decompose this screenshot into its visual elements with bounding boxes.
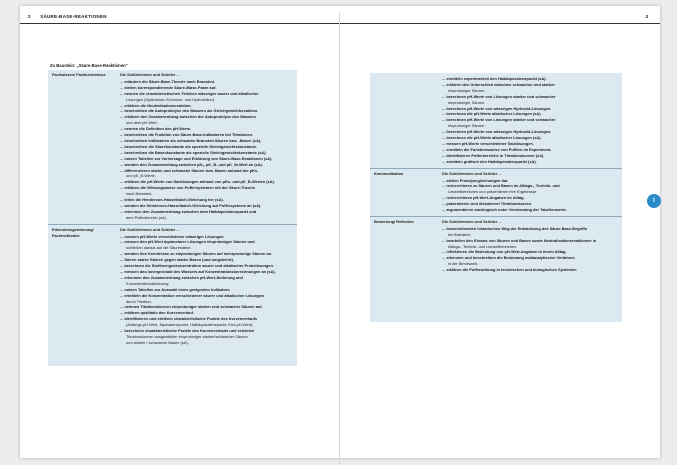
row-category: Kommunikation — [374, 170, 404, 176]
list-item: ... recherchieren zu Säuren und Basen im Alltags-, Technik- und — [442, 183, 618, 189]
list-item: ... ermitteln grafisch den Halbäquivalenzpunkt (sA). — [442, 159, 618, 165]
list-item: ... berechnen die pH-Werte alkalischer Lösungen (sA). — [442, 135, 618, 141]
list-item: einprotoniger Säuren. — [448, 87, 486, 93]
list-item: ... beschreiben Indikatoren als schwache Brønsted-Säuren bzw. -Basen (sA). — [120, 138, 293, 144]
section-label: Zu Baustein: „Säure-Base-Reaktionen“ — [50, 63, 128, 68]
competency-table-right — [370, 73, 622, 322]
list-item: dem Pufferbereich (sA). — [126, 214, 168, 220]
row-content — [120, 70, 297, 224]
list-item: ... messen pH-Werte verschiedener wässriger Lösungen. — [120, 234, 293, 240]
list-item: und pK_B-Werte. — [126, 173, 156, 179]
list-item: Lösungen (Hydronium-/Oxonium- und Hydroxidion). — [126, 96, 216, 102]
chapter-tab-marker[interactable]: I — [647, 194, 661, 208]
running-head — [28, 14, 107, 19]
row-lead-text: Die Schülerinnen und Schüler ... — [120, 72, 180, 77]
list-item: ... präsentieren und diskutieren Titrationskurven — [442, 201, 618, 207]
list-item: in der Berufswelt. — [448, 261, 479, 267]
list-item: ... stellen Protolysegleichungen dar. — [442, 178, 618, 184]
list-item: ... identifizieren und erklären charakteristische Punkte des Kurvenverlaufs — [120, 316, 293, 322]
list-item: ... wenden ihre Kenntnisse zu einprotonigen Säuren auf mehrprotonige Säuren an. — [120, 251, 293, 257]
table-row — [370, 217, 622, 276]
table-row — [48, 225, 297, 349]
table-row — [48, 70, 297, 225]
list-item: ... messen den pH-Wert äquimolarer Lösungen einprotoniger Säuren und — [120, 239, 293, 245]
list-item: ... wenden den Zusammenhang zwischen pKₛ, pK_B- und pK_W-Wert an (sA). — [120, 162, 293, 168]
list-item: ... nutzen Tabellen zur Auswahl eines geeigneten Indikators — [120, 287, 293, 293]
list-item: ... berechnen pH-Werte von wässrigen Hydroxid-Lösungen. — [442, 106, 618, 112]
page-number-right: 3 — [645, 14, 648, 19]
list-item: Alltags-, Technik- und Umweltbereichen. — [448, 243, 518, 249]
list-item: ... argumentieren sachlogisch unter Verwendung der Tabellenwerte. — [442, 207, 618, 213]
table-row — [370, 169, 622, 217]
list-item: ... erläutern die Säure-Base-Theorie nach Brønsted. — [120, 79, 293, 85]
list-item: ... messen das Ionenprodukt des Wassers auf Konzentrationsberechnungen an (sA). — [120, 269, 293, 275]
list-item: ... berechnen pH-Werte von wässrigen Hydroxid-Lösungen. — [442, 129, 618, 135]
list-item: ... beurteilen den Einsatz von Säuren und Basen sowie Neutralisationsreaktionen in — [442, 238, 618, 244]
header-rule — [340, 23, 660, 24]
list-item: und starker / schwacher Basen (sA). — [126, 339, 189, 345]
list-item: ... erklären den Unterschied zwischen schwacher und starker — [442, 82, 618, 88]
list-item: ... erklären den Zusammenhang zwischen der Autoprotolyse des Wassers — [120, 114, 293, 120]
book-spread — [20, 6, 660, 458]
list-item: ... nehmen Titrationskurven einprotoniger starker und schwacher Säuren auf. — [120, 304, 293, 310]
left-page — [20, 6, 339, 458]
list-item: ... berechnen pH-Werte von Lösungen starker und schwacher — [442, 117, 618, 123]
list-item: ... messen pH-Werte verschiedener Salzlösungen. — [442, 141, 618, 147]
table-row — [370, 73, 622, 169]
list-item: und dem pH-Wert. — [126, 120, 158, 126]
list-item: ... nennen die Definition des pH-Werts. — [120, 126, 293, 132]
list-item: ... reflektieren die Bedeutung von pH-Wert-Angaben in ihrem Alltag. — [442, 249, 618, 255]
list-item: ... erklären die Wirkungsweise von Puffersystemen mit der Säure-Theorie — [120, 185, 293, 191]
list-item: ... berechnen pH-Werte von Lösungen starker und schwacher — [442, 94, 618, 100]
list-item: ... ermitteln die Funktionsweise von Puffern im Experiment. — [442, 147, 618, 153]
row-category: Erkenntnisgewinnung/ Fachmethoden — [52, 226, 94, 238]
list-item: ... beschreiben die Autoprotolyse des Wassers als Gleichgewichtsreaktion. — [120, 108, 293, 114]
list-item: Titrationskurven ausgewählter einprotoniger starker/schwacher Säuren — [126, 333, 248, 339]
list-item: ... differenzieren starke und schwache Säuren bzw. Basen anhand der pKs- — [120, 168, 293, 174]
list-item: Konzentrationsänderung. — [126, 280, 170, 286]
list-item: ... leiten die Henderson-Hasselbalch-Gleichung her (sA). — [120, 197, 293, 203]
list-item: schließen daraus auf die Säurestärke. — [126, 245, 192, 251]
list-item: ... beschreiben die Säurekonstante als spezielle Gleichgewichtskonstante. — [120, 144, 293, 150]
list-item: ... berechnen charakteristische Punkte des Kurvenverlaufs und zeichnen — [120, 328, 293, 334]
list-item: ... erklären die Pufferwirkung in technischen und biologischen Systemen — [442, 267, 618, 273]
row-content — [442, 217, 622, 276]
list-item: Umweltbereichen und präsentieren ihre Ergebnisse. — [448, 189, 538, 195]
list-item: ... beschreibenden historischen Weg der Entwicklung des Säure-Base-Begriffs — [442, 226, 618, 232]
list-item: ... berechnen die pH-Werte alkalischer Lösungen (sA). — [442, 111, 618, 117]
list-item: ... erklären die Neutralisationsreaktion. — [120, 103, 293, 109]
row-category: Bewertung/ Reflexion — [374, 218, 414, 224]
list-item: ... nennen die charakteristischen Teilchen wässriger saurer und alkalischer — [120, 91, 293, 97]
row-lead-text: Die Schülerinnen und Schüler ... — [120, 226, 180, 232]
list-item: einprotoniger Säuren. — [448, 99, 486, 105]
list-item: ... recherchieren pH-Wert-Angaben im Alltag. — [442, 195, 618, 201]
list-item: ... erkennen und beschreiben die Bedeutung maßanalytischer Verfahren — [442, 255, 618, 261]
row-lead-text: Die Schülerinnen und Schüler ... — [442, 170, 502, 176]
row-content — [120, 225, 297, 349]
list-item: ... beschreiben die Funktion von Säure-Base-Indikatoren bei Titrationen. — [120, 132, 293, 138]
list-item: ... ermitteln experimentell den Halbäquivalenzpunkt (sA). — [442, 76, 618, 82]
row-content — [442, 169, 622, 216]
row-lead-text: Die Schülerinnen und Schüler ... — [442, 218, 502, 224]
list-item: ... erklären qualitativ den Kurvenverlauf. — [120, 310, 293, 316]
list-item: (Anfangs-pH-Wert, Äquivalenzpunkt, Halbäquivalenzpunkt, End-pH-Wert). — [126, 322, 254, 328]
list-item: einprotoniger Säuren. — [448, 123, 486, 129]
list-item: bis Brønsted. — [448, 231, 471, 237]
list-item: ... führen starke Säuren gegen starke Basen (und umgekehrt). — [120, 257, 293, 263]
list-item: ... nutzen Tabellen zur Vorhersage und Erklärung von Säure-Base-Reaktionen (sA). — [120, 156, 293, 162]
page-number-left: 2 — [28, 14, 31, 19]
running-title: SÄURE-BASE-REAKTIONEN — [40, 14, 107, 19]
list-item: ... wenden die Henderson-Hasselbalch-Gleichung auf Puffersysteme an (sA). — [120, 203, 293, 209]
list-item: ... stellen korrespondierende Säure-/Base-Paare auf. — [120, 85, 293, 91]
row-category: Fachwissen/ Fachkenntnisse — [52, 72, 106, 77]
list-item: ... beschreiben die Basenkonstante als spezielle Gleichgewichtskonstante (sA). — [120, 150, 293, 156]
list-item: ... identifizieren Pufferbereiche in Titrationskurven (sA). — [442, 153, 618, 159]
list-item: ... erkennen den Zusammenhang zwischen pH-Wert-Änderung und — [120, 275, 293, 281]
list-item: nach Brønsted. — [126, 191, 153, 197]
right-page — [340, 6, 660, 458]
list-item: ... ermitteln die Konzentration verschiedener saurer und alkalischer Lösungen — [120, 293, 293, 299]
header-rule — [20, 23, 339, 24]
list-item: ... berechnen die Stoffmengenkonzentration saurer und alkalischer Probelösungen. — [120, 263, 293, 269]
list-item: durch Titration. — [126, 298, 152, 304]
list-item: ... erkennen den Zusammenhang zwischen dem Halbäquivalenzpunkt und — [120, 209, 293, 215]
row-content — [442, 73, 622, 168]
list-item: ... erklären die pH-Werte von Salzlösungen anhand von pKs- und pK_B-Werten (sA). — [120, 179, 293, 185]
competency-table-left — [48, 70, 297, 366]
